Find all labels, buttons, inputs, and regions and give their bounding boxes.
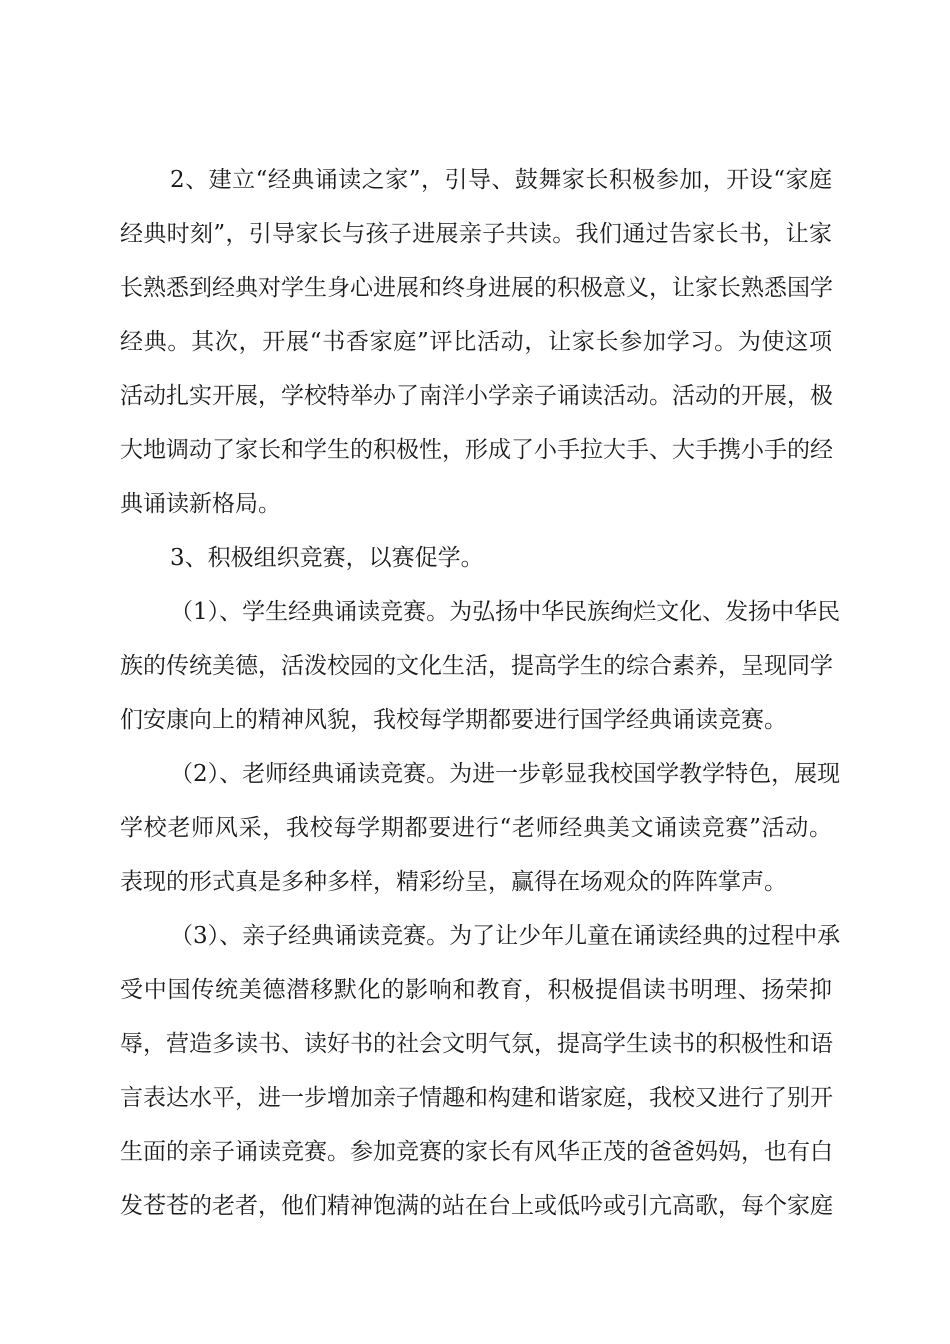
- text-line: 表现的形式真是多种多样，精彩纷呈，赢得在场观众的阵阵掌声。: [120, 869, 787, 895]
- text-line: 经典。其次，开展“书香家庭”评比活动，让家长参加学习。为使这项: [120, 329, 832, 355]
- text-line: 2、建立“经典诵读之家”，引导、鼓舞家长积极参加，开设“家庭: [170, 167, 832, 193]
- text-line: 长熟悉到经典对学生身心进展和终身进展的积极意义，让家长熟悉国学: [120, 275, 833, 301]
- text-line: 族的传统美德，活泼校园的文化生活，提高学生的综合素养，呈现同学: [120, 653, 833, 679]
- text-line: 言表达水平，进一步增加亲子情趣和构建和谐家庭，我校又进行了别开: [120, 1085, 833, 1111]
- text-line: 发苍苍的老者，他们精神饱满的站在台上或低吟或引亢高歌，每个家庭: [120, 1193, 833, 1219]
- text-line: 大地调动了家长和学生的积极性，形成了小手拉大手、大手携小手的经: [120, 437, 833, 463]
- text-line: 典诵读新格局。: [120, 491, 281, 517]
- section-heading: 3、积极组织竞赛，以赛促学。: [170, 545, 484, 571]
- text-line: 生面的亲子诵读竞赛。参加竞赛的家长有风华正茂的爸爸妈妈，也有白: [120, 1139, 833, 1165]
- text-line: （3）、亲子经典诵读竞赛。为了让少年儿童在诵读经典的过程中承: [170, 923, 841, 949]
- text-line: 们安康向上的精神风貌，我校每学期都要进行国学经典诵读竞赛。: [120, 707, 787, 733]
- text-line: 辱，营造多读书、读好书的社会文明气氛，提高学生读书的积极性和语: [120, 1031, 833, 1057]
- text-line: 受中国传统美德潜移默化的影响和教育，积极提倡读书明理、扬荣抑: [120, 977, 832, 1003]
- text-line: 活动扎实开展，学校特举办了南洋小学亲子诵读活动。活动的开展，极: [120, 383, 833, 409]
- text-line: （1）、学生经典诵读竞赛。为弘扬中华民族绚烂文化、发扬中华民: [170, 599, 841, 625]
- text-line: （2）、老师经典诵读竞赛。为进一步彰显我校国学教学特色，展现: [170, 761, 841, 787]
- text-line: 学校老师风采，我校每学期都要进行“老师经典美文诵读竞赛”活动。: [120, 815, 832, 841]
- text-line: 经典时刻”，引导家长与孩子进展亲子共读。我们通过告家长书，让家: [120, 221, 832, 247]
